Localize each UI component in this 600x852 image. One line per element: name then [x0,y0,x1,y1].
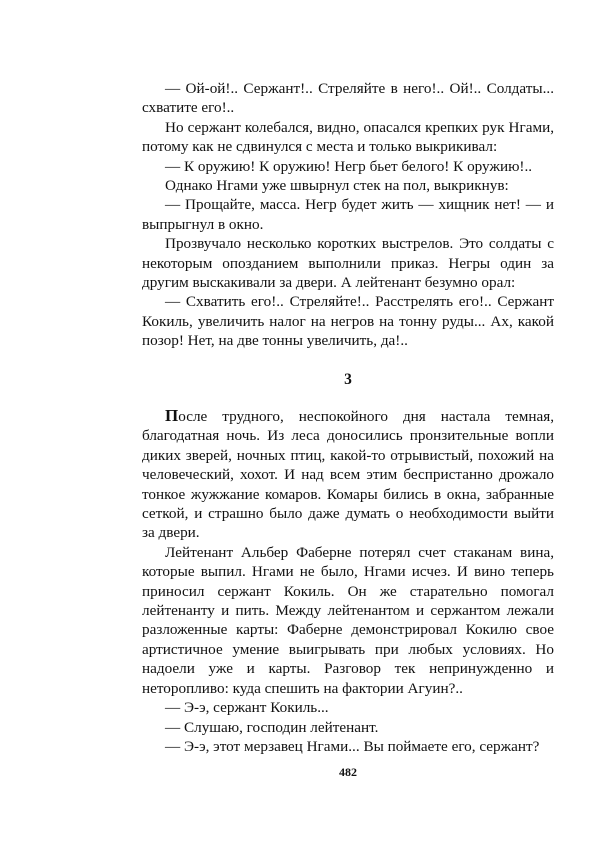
paragraph: Но сержант колебался, видно, опасался крепких рук Нгами, потому как не сдвинулся с места и только выкрикивал: [142,118,554,156]
initial-letter: П [165,406,179,425]
page-number: 482 [339,765,357,779]
paragraph: — Прощайте, масса. Негр будет жить — хищник нет! — и выпрыгнул в окно. [142,196,554,233]
paragraph: — Ой-ой!.. Сержант!.. Стреляйте в него!.. Ой!.. Солдаты... схватите его!.. [142,80,554,117]
paragraph: — Э-э, этот мерзавец Нгами... Вы поймаете его, сержант? [165,737,540,755]
paragraph: — Слушаю, господин лейтенант. [165,718,379,736]
paragraph: — Схватить его!.. Стреляйте!.. Расстрелять его!.. Сержант Кокиль, увеличить налог на негров на тонну руды... Ах, какой позор! Нет, на две тонны увеличить, да!.. [142,293,554,350]
text-block-chapter [142,406,554,756]
paragraph: — Э-э, сержант Кокиль... [165,699,329,717]
paragraph: — К оружию! К оружию! Негр бьет белого! К оружию!.. [165,157,533,175]
text-block-before-chapter [142,79,554,351]
paragraph: Однако Нгами уже швырнул стек на пол, выкрикнув: [165,177,509,195]
first-paragraph-text: осле трудного, неспокойного дня настала темная, благодатная ночь. Из леса доносились пронзительные вопли диких зверей, ночных птиц, какой-то отрывистый, похожий на человеческий, хохот. И над всем этим беспристанно дрожало тонкое жужжание комаров. Комары бились в окна, забранные сеткой, и страшно было даже думать о необходимости выйти за двери. [142,408,554,542]
paragraph: Прозвучало несколько коротких выстрелов. Это солдаты с некоторым опозданием выполнили приказ. Негры один за другим выскакивали за двери. А лейтенант безумно орал: [142,235,554,292]
paragraph: Лейтенант Альбер Фаберне потерял счет стаканам вина, которые выпил. Нгами не было, Нгами исчез. И вино теперь приносил сержант Кокиль. Он же старательно помогал лейтенанту и пить. Между лейтенантом и сержантом лежали разложенные карты: Фаберне демонстрировал Кокилю свое артистичное умение выигрывать при любых условиях. Но надоели уже и карты. Разговор тек непринужденно и неторопливо: куда спешить на фактории Агуин?.. [142,543,554,697]
chapter-first-paragraph [142,406,554,543]
chapter-number: 3 [344,371,352,388]
